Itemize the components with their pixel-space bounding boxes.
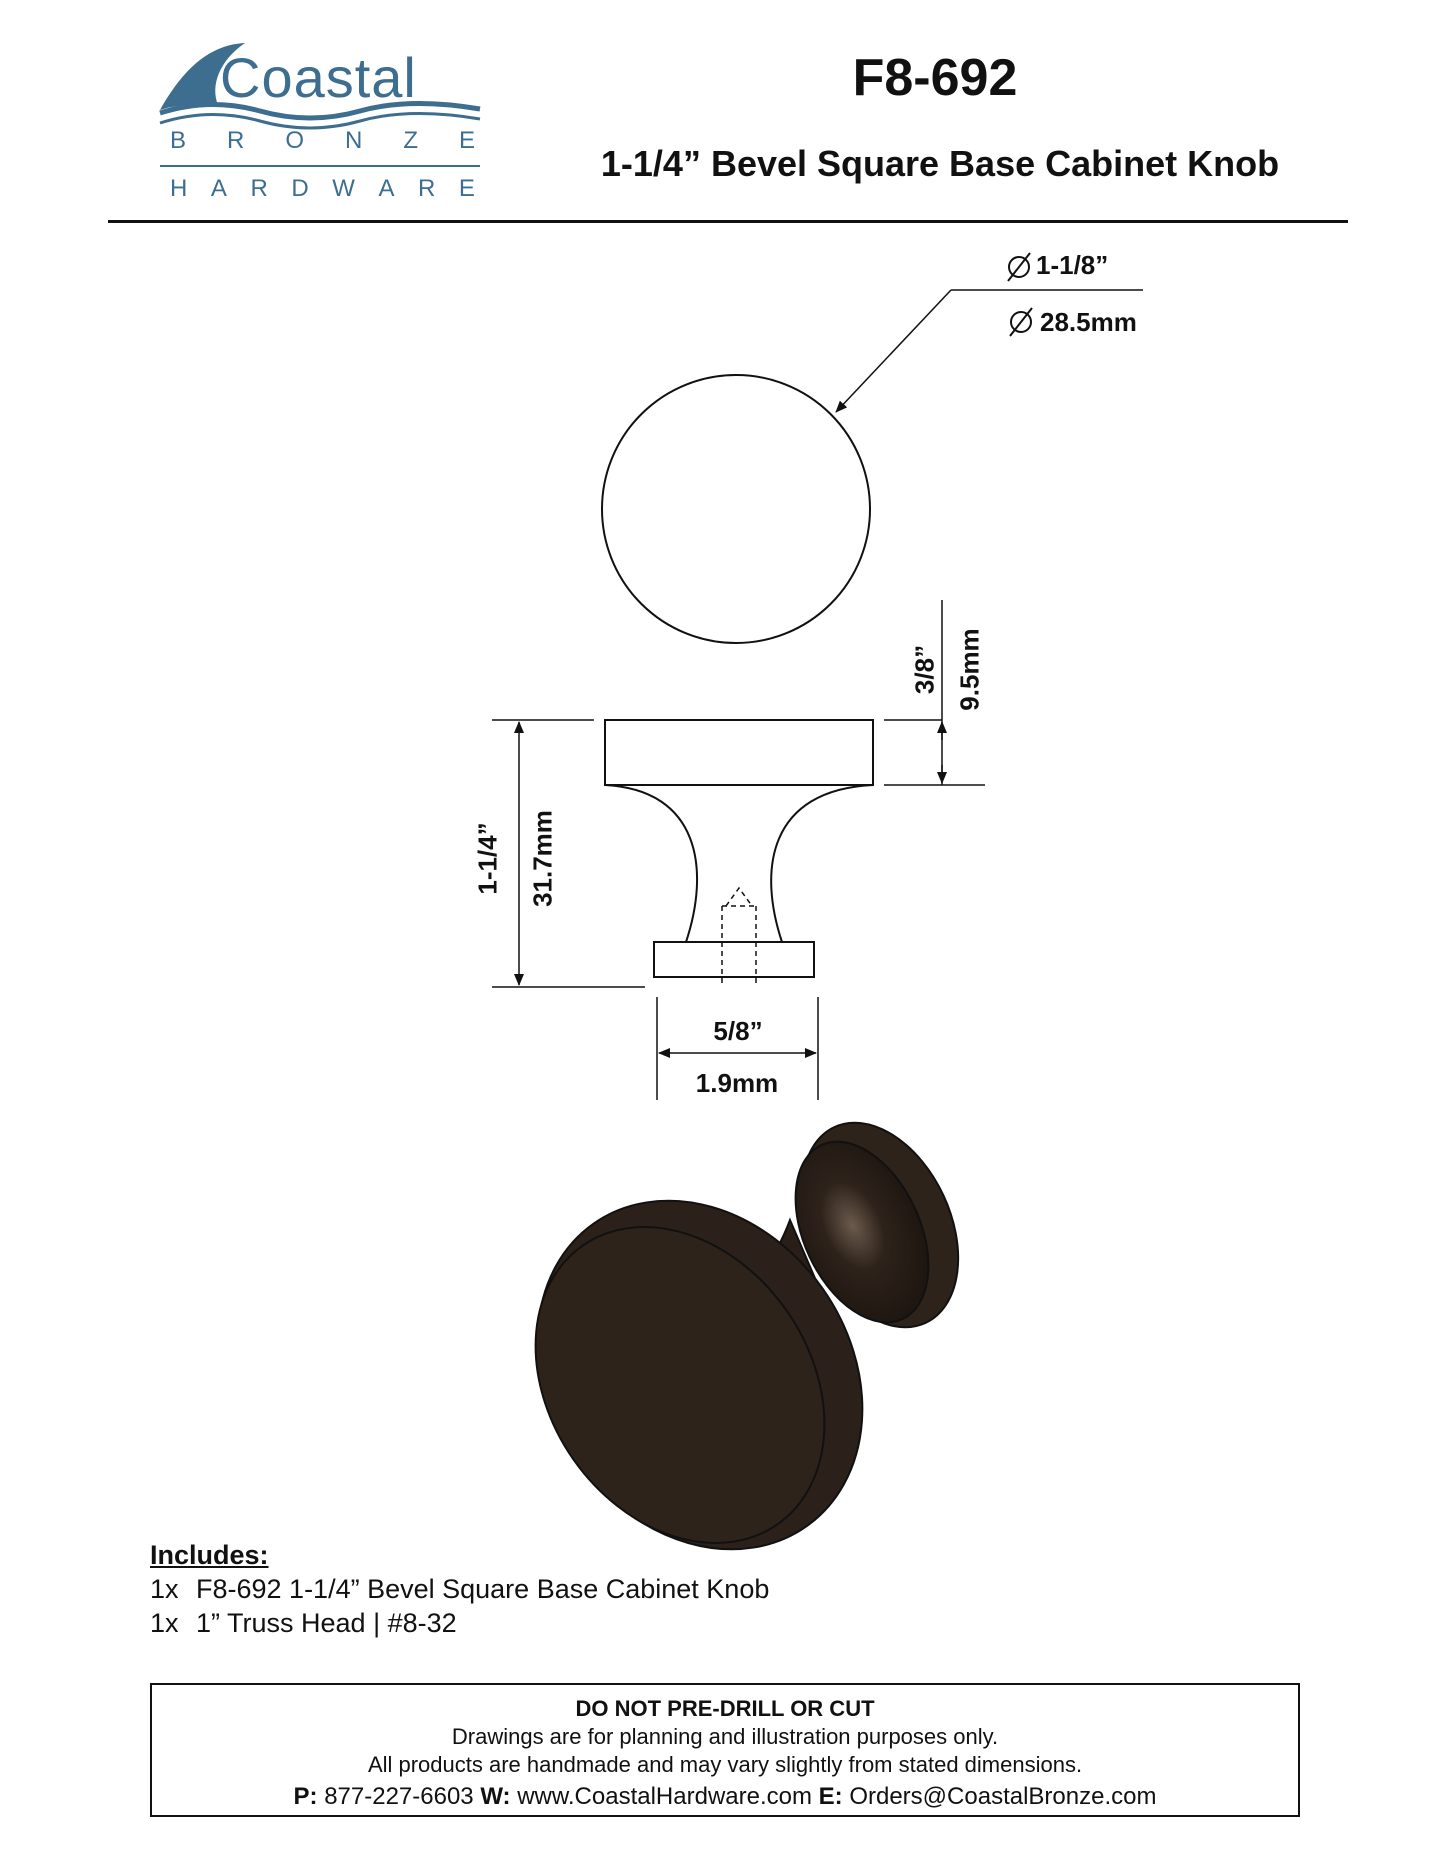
brand-word: Coastal: [220, 46, 417, 109]
side-view: [605, 720, 873, 985]
disclaimer-box: [150, 1683, 1300, 1817]
includes-title: Includes:: [150, 1540, 269, 1570]
brand-bronze: B R O N Z E: [170, 127, 475, 154]
phone-link[interactable]: 877-227-6603: [324, 1783, 474, 1810]
warning-text: DO NOT PRE-DRILL OR CUT: [575, 1696, 875, 1721]
diameter-mm-label: 28.5mm: [1040, 307, 1137, 337]
list-item: 1x 1” Truss Head | #8-32: [150, 1608, 457, 1638]
website-link[interactable]: www.CoastalHardware.com: [517, 1783, 812, 1810]
diameter-icon: [1008, 253, 1032, 336]
total-height-mm-label: 31.7mm: [527, 810, 558, 907]
cap-height-mm-label: 9.5mm: [954, 628, 985, 711]
product-sku: F8-692: [852, 49, 1018, 107]
includes-section: [150, 1538, 769, 1640]
top-view-circle: [602, 375, 870, 643]
contact-line: P: 877-227-6603 W: www.CoastalHardware.com E: Orders@CoastalBronze.com: [293, 1783, 1157, 1810]
knob-render: [471, 1098, 989, 1613]
product-title: 1-1/4” Bevel Square Base Cabinet Knob: [600, 143, 1280, 184]
cap-height-inch-label: 3/8”: [909, 644, 940, 695]
disclaimer-line-2: All products are handmade and may vary slightly from stated dimensions.: [367, 1752, 1083, 1777]
diameter-inch-label: 1-1/8”: [1036, 250, 1109, 280]
base-width-inch-label: 5/8”: [713, 1016, 763, 1046]
base-width-mm-label: 1.9mm: [695, 1068, 779, 1098]
list-item: 1x F8-692 1-1/4” Bevel Square Base Cabinet Knob: [150, 1574, 770, 1604]
brand-hardware: H A R D W A R E: [170, 175, 475, 202]
disclaimer-line-1: Drawings are for planning and illustration purposes only.: [451, 1724, 999, 1749]
total-height-inch-label: 1-1/4”: [472, 822, 503, 895]
email-link[interactable]: Orders@CoastalBronze.com: [849, 1783, 1157, 1810]
